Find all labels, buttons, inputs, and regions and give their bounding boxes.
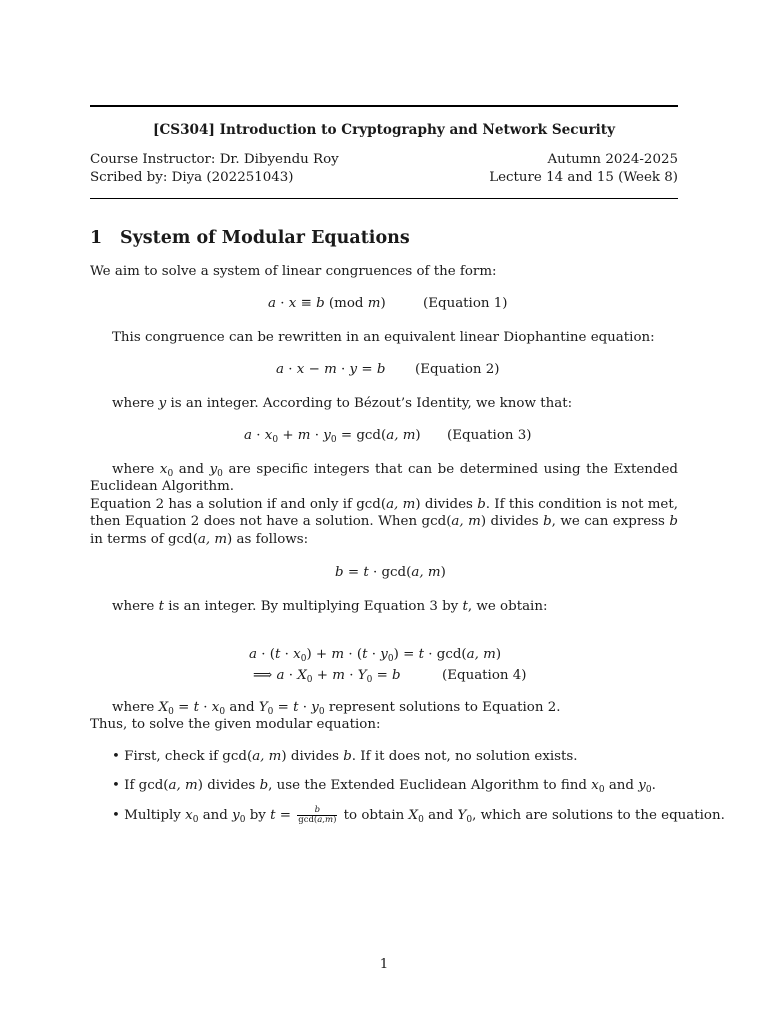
scribe-info: Scribed by: Diya (202251043)	[90, 170, 294, 185]
extended-euclid-paragraph: where $x_0$ and $y_0$ are specific integers that can be determined using the Extended Euclidean Algorithm.	[90, 462, 678, 495]
bullet-item-multiply: • Multiply $x_0$ and $y_0$ by t = $\frac{b}{\gcd(a,m)}$ to obtain $X_0$ and $Y_0$, which are solutions to the equation.	[112, 805, 725, 825]
section-number: 1	[90, 228, 103, 248]
course-instructor: Course Instructor: Dr. Dibyendu Roy	[90, 152, 339, 167]
multiply-paragraph: where t is an integer. By multiplying Equation 3 by t, we obtain:	[112, 599, 548, 614]
equation-4: ⟹ $a \cdot X_0 + m \cdot Y_0 = b$	[253, 668, 401, 685]
equation-1-tag: (Equation 1)	[423, 296, 508, 311]
equation-3: $a \cdot x_0 + m \cdot y_0 = \gcd(a$, m)	[244, 428, 421, 445]
course-term: Autumn 2024-2025	[547, 152, 678, 167]
course-title: [CS304] Introduction to Cryptography and Network Security	[153, 122, 615, 138]
equation-3-tag: (Equation 3)	[447, 428, 532, 443]
fraction-b-over-gcd: $\frac{b}{\gcd(a,m)}$	[298, 805, 337, 825]
equation-2: a · x − m · y = b	[276, 362, 386, 377]
section-title: System of Modular Equations	[120, 228, 410, 248]
equation-b-expression: b = t · gcd(a, m)	[335, 565, 446, 580]
equation-1: a · x ≡ b (mod m)	[268, 296, 386, 311]
intro-paragraph: We aim to solve a system of linear congruences of the form:	[90, 264, 497, 279]
lecture-info: Lecture 14 and 15 (Week 8)	[489, 170, 678, 185]
bezout-paragraph: where y is an integer. According to Bézout’s Identity, we know that:	[112, 396, 573, 411]
header-top-rule	[90, 105, 678, 107]
page-number: 1	[379, 957, 389, 972]
derivation-line-1: $a \cdot (t \cdot x_0) + m \cdot (t \cdot y_0) = t \cdot \gcd(a$, m)	[249, 647, 502, 664]
equation-2-tag: (Equation 2)	[415, 362, 500, 377]
procedure-intro: Thus, to solve the given modular equation:	[90, 717, 381, 732]
bullet-item-check-gcd: • First, check if gcd(a, m) divides b. If it does not, no solution exists.	[112, 749, 578, 764]
solvability-paragraph: Equation 2 has a solution if and only if gcd(a, m) divides b. If this condition is not met, then Equation 2 does not have a solution. When gcd(a, m) divides b, we can express b in terms of gcd(a, m) as follows:	[90, 497, 678, 547]
header-bottom-rule	[90, 198, 678, 199]
equation-4-tag: (Equation 4)	[442, 668, 527, 683]
rewrite-paragraph: This congruence can be rewritten in an equivalent linear Diophantine equation:	[112, 330, 655, 345]
bullet-item-extended-euclid: • If gcd(a, m) divides b, use the Extended Euclidean Algorithm to find $x_0$ and $y_0$.	[112, 778, 656, 795]
solutions-paragraph: where $X_0 = t \cdot x_0$ and $Y_0 = t \cdot y_0$ represent solutions to Equation 2.	[112, 700, 561, 717]
